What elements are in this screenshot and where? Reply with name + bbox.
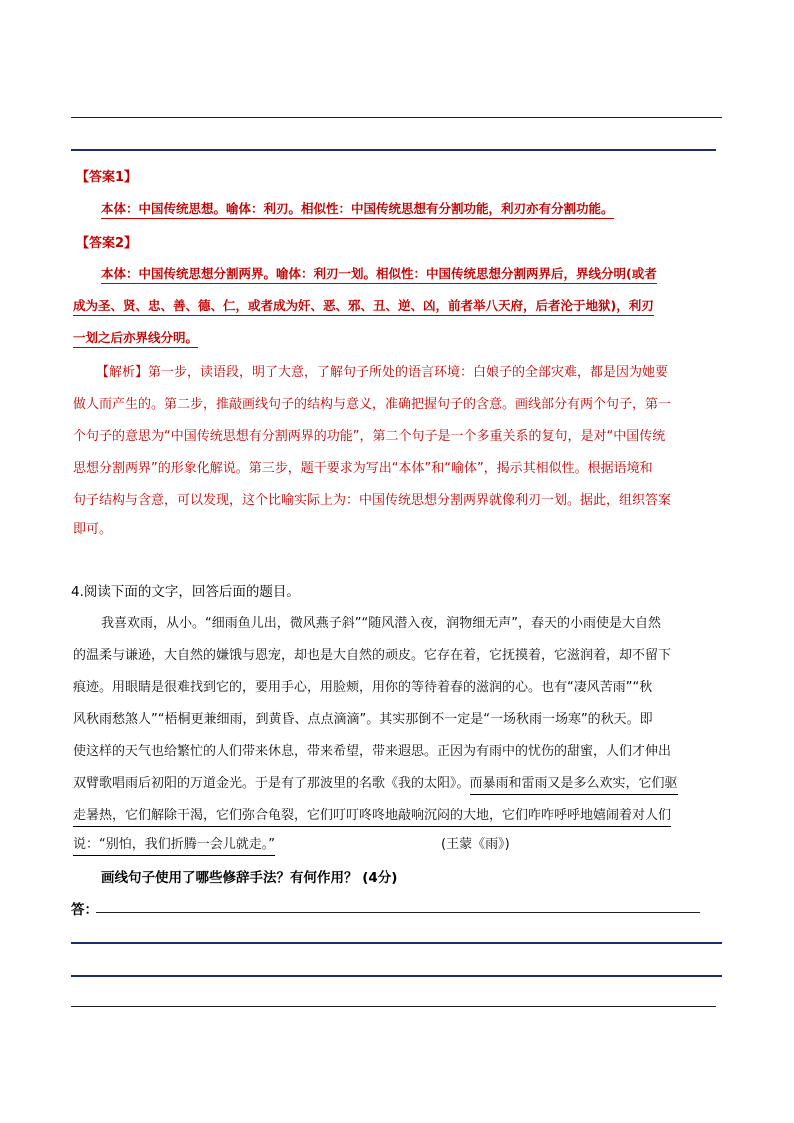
passage-line-4: 风秋雨愁煞人”“梧桐更兼细雨，到黄昏、点点滴滴”。其实那倒不一定是“一场秋雨一场寒”的秋天。即 [73, 712, 653, 727]
analysis-line-1: 【解析】第一步，读语段，明了大意，了解句子所处的语言环境：白娘子的全部灾难，都是因为她要 [96, 365, 669, 380]
passage-line-8-underlined: 说：“别怕，我们折腾一会儿就走。” [73, 837, 275, 852]
answer1-label: 【答案1】 [76, 170, 138, 185]
analysis-line-2: 做人而产生的。第二步，推敲画线句子的结构与意义，准确把握句子的含意。画线部分有两个句子，第一 [73, 397, 672, 412]
analysis-line-5: 句子结构与含意，可以发现，这个比喻实际上为：中国传统思想分割两界就像利刃一划。据此，组织答案 [73, 493, 672, 508]
answer-label: 答： [71, 902, 98, 918]
passage-line-6 [73, 772, 678, 791]
analysis-line-6: 即可。 [73, 522, 113, 537]
question-points: (4分) [362, 870, 398, 886]
passage-line-1: 我喜欢雨，从小。“细雨鱼儿出，微风燕子斜”“随风潜入夜，润物细无声”，春天的小雨使是大自然 [101, 616, 661, 631]
answer2-label: 【答案2】 [76, 236, 138, 251]
answer2-line-3: 一划之后亦界线分明。 [73, 330, 199, 345]
analysis-line-3: 个句子的意思为“中国传统思想有分割两界的功能”，第二个句子是一个多重关系的复句，是对“中国传统 [73, 429, 666, 444]
question-text: 画线句子使用了哪些修辞手法？有何作用？ [101, 870, 358, 886]
analysis-line-4: 思想分割两界”的形象化解说。第三步，题干要求为写出“本体”和“喻体”，揭示其相似性。根据语境和 [73, 461, 653, 476]
question-prompt [101, 866, 397, 886]
passage-line-5: 使这样的天气也给繁忙的人们带来休息，带来希望，带来遐思。正因为有雨中的忧伤的甜蜜，人们才伸出 [73, 744, 672, 759]
answer2-line-2: 成为圣、贤、忠、善、德、仁，或者成为奸、恶、邪、丑、逆、凶，前者举八天府，后者沦于地狱)，利刃 [73, 298, 654, 313]
answer-line-1[interactable] [96, 912, 700, 913]
passage-line-2: 的温柔与谦逊，大自然的嫌饿与恩宠，却也是大自然的顽皮。它存在着，它抚摸着，它滋润着，却不留下 [73, 648, 672, 663]
passage-line-7-underlined: 走暑热，它们解除干渴，它们弥合龟裂，它们叮叮咚咚地敲响沉闷的大地，它们咋咋呼呼地嬉闹着对人们 [73, 808, 672, 823]
passage-line-6-underlined: 而暴雨和雷雨又是多么欢实，它们驱 [469, 776, 678, 791]
answer-line-4[interactable] [71, 1006, 716, 1007]
passage-source: (王蒙《雨》) [441, 837, 510, 852]
question4-heading: 4.阅读下面的文字，回答后面的题目。 [71, 584, 300, 600]
answer1-text: 本体：中国传统思想。喻体：利刃。相似性：中国传统思想有分割功能，利刃亦有分割功能。 [101, 201, 614, 216]
passage-line-6-plain: 双臂歌唱雨后初阳的万道金光。于是有了那波里的名歌《我的太阳》。 [73, 776, 470, 791]
answer-line-2[interactable] [71, 942, 722, 944]
top-rule-black [71, 117, 722, 118]
passage-line-7 [73, 804, 671, 823]
answer2-line-1: 本体：中国传统思想分割两界。喻体：利刃一划。相似性：中国传统思想分割两界后，界线分明(或者 [101, 266, 657, 281]
answer-line-3[interactable] [71, 975, 722, 977]
passage-line-8 [73, 833, 275, 852]
passage-line-3: 痕迹。用眼睛是很难找到它的，要用手心，用脸颊，用你的等待着春的滋润的心。也有“凄风苦雨”“秋 [73, 680, 653, 695]
top-rule-navy [71, 149, 716, 151]
